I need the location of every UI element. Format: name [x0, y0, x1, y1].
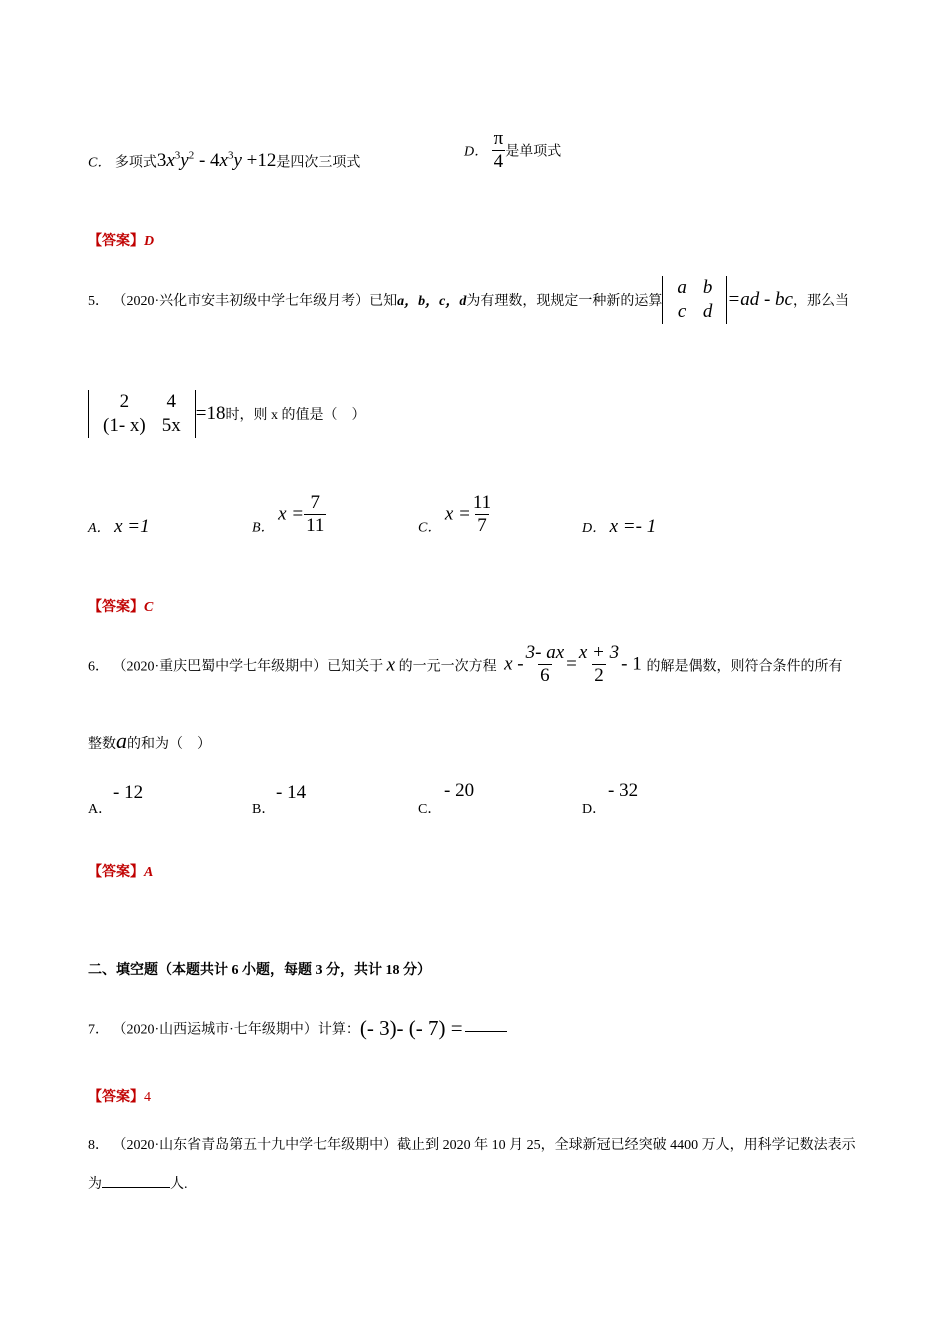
q6-option-a-label[interactable]: A． [88, 802, 113, 817]
q8-stem-line2: 为 人. [88, 1173, 188, 1193]
q5-option-c[interactable]: C． x = $\frac{11}{7}$ [418, 492, 492, 536]
q5-stem-line2: 2 4 (1- x) 5x =18时，则 x 的值是（ ） [88, 390, 365, 438]
q7-stem: 7． （2020·山西运城市·七年级期中）计算：(- 3)- (- 7) = [88, 1016, 507, 1041]
q5-option-a[interactable]: A． x =1 [88, 516, 150, 537]
q4-option-d-fraction: $\frac{\pi}{4}$ [493, 128, 504, 172]
q4-option-c[interactable]: C． 多项式$3x^3y^2 - 4x^3y +12$是四次三项式 [88, 150, 361, 172]
q4-answer: 【答案】D [88, 234, 155, 249]
q7-answer: 【答案】4 [88, 1090, 151, 1105]
q5-determinant-definition: a b c d [662, 276, 727, 324]
q6-option-b-value: - 14 [276, 782, 307, 803]
q6-stem-line2: 整数a的和为（ ） [88, 728, 211, 753]
q6-equation: x - $\frac{3- ax}{6}$ = $\frac{x + 3}{2}$ - 1 [504, 642, 642, 686]
q6-stem-line1: 6． （2020·重庆巴蜀中学七年级期中）已知关于 x 的一元一次方程 x - $\frac{3- ax}{6}$ = $\frac{x + 3}{2}$ - 1 的解是偶数，则符合条件的所有 [88, 642, 843, 686]
q5-stem-line1: 5． （2020·兴化市安丰初级中学七年级月考）已知a，b，c，d为有理数，现规定一种新的运算 a b c d =ad - bc，那么当 [88, 277, 849, 322]
q4-option-c-expression: $3x^3y^2 - 4x^3y +12$ [156, 150, 277, 172]
q6-option-d-value: - 32 [608, 780, 639, 801]
section-fill-in-heading: 二、填空题（本题共计 6 小题，每题 3 分，共计 18 分） [88, 963, 431, 978]
q6-answer: 【答案】A [88, 865, 154, 880]
q7-answer-blank[interactable] [465, 1031, 507, 1032]
q8-stem-line1: 8． （2020·山东省青岛第五十九中学七年级期中）截止到 2020 年 10 月 25，全球新冠已经突破 4400 万人，用科学记数法表示 [88, 1138, 856, 1153]
q8-answer-blank[interactable] [102, 1173, 170, 1188]
q5-answer: 【答案】C [88, 600, 154, 615]
q5-option-b-fraction: $\frac{7}{11}$ [306, 492, 325, 536]
q7-expression: (- 3)- (- 7) = [359, 1016, 463, 1040]
q5-option-b[interactable]: B． x = $\frac{7}{11}$ [252, 492, 325, 536]
q5-determinant-condition: 2 4 (1- x) 5x [88, 390, 196, 438]
q6-option-a-value: - 12 [113, 782, 144, 803]
q4-option-d[interactable]: D． $\frac{\pi}{4}$ 是单项式 [464, 128, 562, 172]
q6-option-b-label[interactable]: B． [252, 802, 276, 817]
q6-option-c-value: - 20 [444, 780, 475, 801]
q5-option-c-fraction: $\frac{11}{7}$ [472, 492, 492, 536]
q6-option-d-label[interactable]: D． [582, 802, 607, 817]
q6-option-c-label[interactable]: C． [418, 802, 442, 817]
q5-option-d[interactable]: D． x =- 1 [582, 516, 657, 537]
